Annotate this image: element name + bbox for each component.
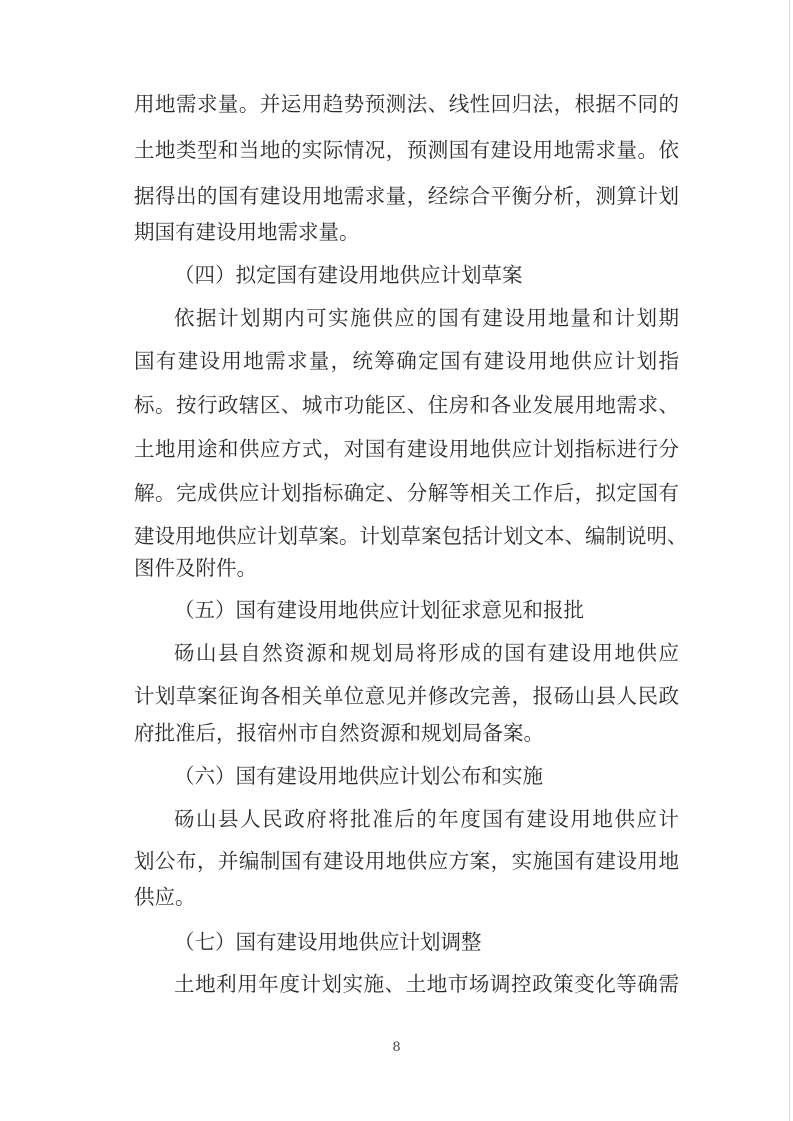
page-number: 8 bbox=[392, 1040, 401, 1055]
paragraph-line: 解。完成供应计划指标确定、分解等相关工作后，拟定国有 bbox=[134, 481, 679, 505]
paragraph-line: 划公布，并编制国有建设用地供应方案，实施国有建设用地 bbox=[134, 849, 679, 873]
section-heading-5: （五）国有建设用地供应计划征求意见和报批 bbox=[174, 598, 584, 622]
section-heading-6: （六）国有建设用地供应计划公布和实施 bbox=[174, 764, 543, 788]
paragraph-line: 土地类型和当地的实际情况，预测国有建设用地需求量。依 bbox=[134, 138, 679, 162]
paragraph-line: 据得出的国有建设用地需求量，经综合平衡分析，测算计划 bbox=[134, 184, 679, 208]
paragraph-line: 土地用途和供应方式，对国有建设用地供应计划指标进行分 bbox=[134, 437, 679, 461]
paragraph-line: 用地需求量。并运用趋势预测法、线性回归法，根据不同的 bbox=[134, 92, 679, 116]
paragraph-line: 土地利用年度计划实施、土地市场调控政策变化等确需 bbox=[174, 972, 679, 996]
section-heading-7: （七）国有建设用地供应计划调整 bbox=[174, 930, 482, 954]
paragraph-line: 府批准后，报宿州市自然资源和规划局备案。 bbox=[134, 721, 544, 745]
scan-edge-line bbox=[789, 0, 790, 1121]
paragraph-line: 期国有建设用地需求量。 bbox=[134, 220, 360, 244]
section-heading-4: （四）拟定国有建设用地供应计划草案 bbox=[174, 263, 523, 287]
paragraph-line: 供应。 bbox=[134, 885, 196, 909]
paragraph-line: 砀山县自然资源和规划局将形成的国有建设用地供应 bbox=[174, 641, 679, 665]
paragraph-line: 标。按行政辖区、城市功能区、住房和各业发展用地需求、 bbox=[134, 393, 679, 417]
paragraph-line: 依据计划期内可实施供应的国有建设用地量和计划期 bbox=[174, 306, 679, 330]
paragraph-line: 建设用地供应计划草案。计划草案包括计划文本、编制说明、 bbox=[134, 524, 688, 548]
paragraph-line: 砀山县人民政府将批准后的年度国有建设用地供应计 bbox=[174, 807, 679, 831]
paragraph-line: 计划草案征询各相关单位意见并修改完善，报砀山县人民政 bbox=[134, 684, 679, 708]
paragraph-line: 图件及附件。 bbox=[134, 556, 257, 580]
paragraph-line: 国有建设用地需求量，统筹确定国有建设用地供应计划指 bbox=[134, 349, 679, 373]
